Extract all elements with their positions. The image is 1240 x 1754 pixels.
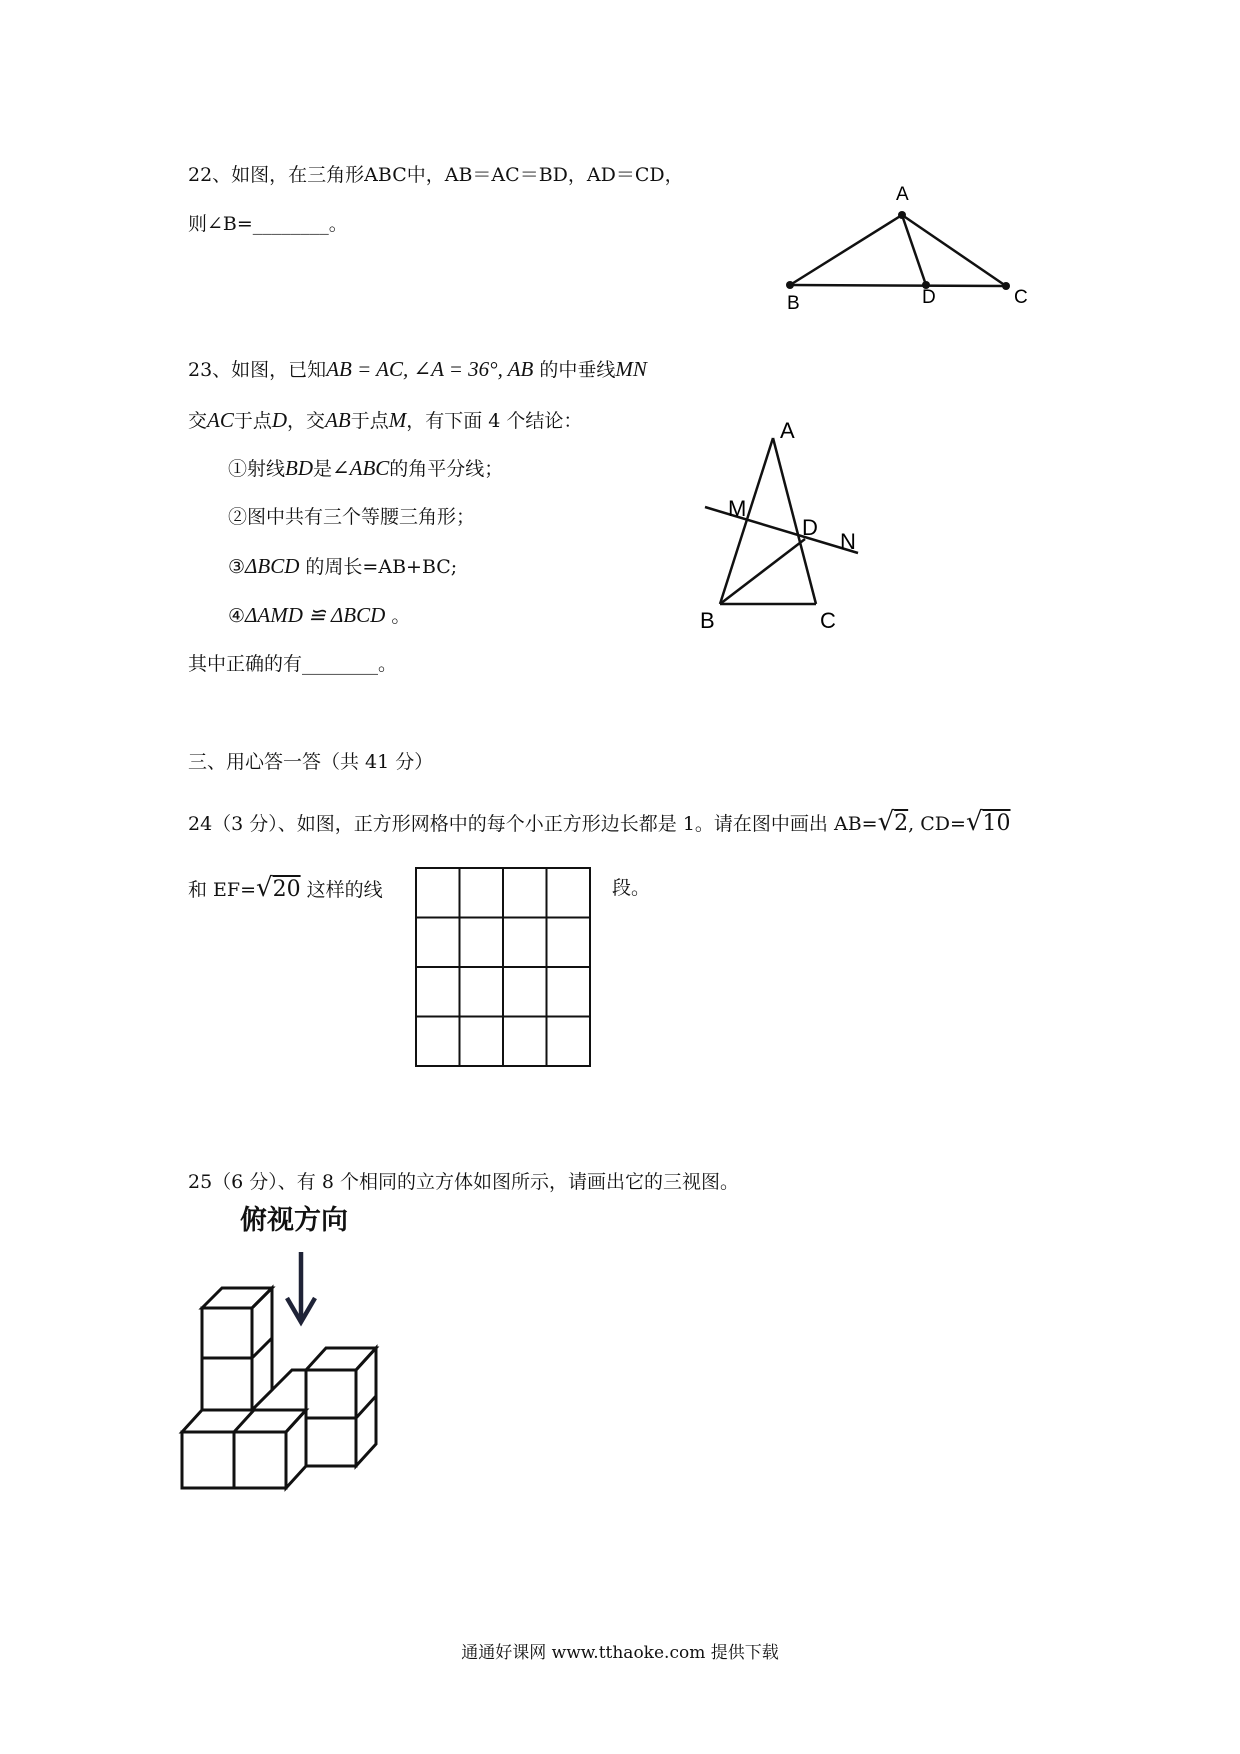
q23-conclusion-1: ①射线BD是∠ABC的角平分线； <box>228 456 504 480</box>
q22-text-line2: 则∠B=________。 <box>188 213 348 235</box>
q23-condition: AB = AC, ∠A = 36°, AB <box>326 357 534 381</box>
q25-view-direction-label: 俯视方向 <box>240 1205 348 1236</box>
q23-conclusion-2: ②图中共有三个等腰三角形； <box>228 506 476 528</box>
q23-answer-line: 其中正确的有________。 <box>188 653 398 675</box>
q23-edge-bd <box>720 539 805 604</box>
q22-point-c <box>1002 282 1010 290</box>
q22-point-a <box>898 211 906 219</box>
cube-face <box>182 1432 234 1488</box>
q25-cubes-figure <box>170 1248 410 1518</box>
q22-triangle-figure <box>770 175 1040 315</box>
q23-label-c: C <box>820 608 836 633</box>
q23-label-b: B <box>700 608 715 633</box>
section-3-heading: 三、用心答一答（共 41 分） <box>188 751 434 773</box>
cube-face <box>234 1432 286 1488</box>
q23-label-d: D <box>802 515 818 540</box>
cube-face <box>306 1370 356 1418</box>
sqrt-icon: √ <box>965 807 983 837</box>
cube-face <box>202 1358 252 1410</box>
q24-text-line2-right: 段。 <box>612 877 651 899</box>
q22-label-d: D <box>922 287 936 308</box>
q22-label-c: C <box>1014 287 1028 308</box>
q22-text-line1: 22、如图，在三角形ABC中，AB＝AC＝BD，AD＝CD， <box>188 164 684 186</box>
q22-point-b <box>786 281 794 289</box>
cube-side <box>286 1410 306 1488</box>
q23-text-line1: 23、如图，已知AB = AC, ∠A = 36°, AB 的中垂线MN <box>188 357 647 381</box>
page-footer: 通通好课网 www.tthaoke.com 提供下载 <box>461 1643 779 1663</box>
q23-label-n: N <box>840 529 856 554</box>
q24-text-line2-left: 和 EF=√20 这样的线 <box>188 873 383 903</box>
q24-text-line1: 24（3 分）、如图，正方形网格中的每个小正方形边长都是 1。请在图中画出 AB=√2, CD=√10 <box>188 807 1011 837</box>
q24-square-grid[interactable] <box>414 866 594 1070</box>
q22-edge-ac <box>902 215 1006 286</box>
cube-face <box>306 1418 356 1466</box>
q25-text-line1: 25（6 分）、有 8 个相同的立方体如图所示，请画出它的三视图。 <box>188 1171 739 1193</box>
q23-text-line2: 交AC于点D，交AB于点M，有下面 4 个结论： <box>188 408 583 432</box>
q22-label-a: A <box>896 184 909 205</box>
q22-edge-bc <box>790 285 1006 286</box>
q23-label-a: A <box>780 418 795 443</box>
q23-conclusion-3: ③ΔBCD 的周长=AB+BC; <box>228 554 458 578</box>
cube-face <box>202 1308 252 1358</box>
q22-edge-ab <box>790 215 902 285</box>
q23-label-m: M <box>728 496 747 521</box>
q23-conclusion-4: ④ΔAMD ≌ ΔBCD 。 <box>228 603 411 627</box>
q23-triangle-figure <box>690 415 890 640</box>
q22-label-b: B <box>787 293 800 314</box>
sqrt-icon: √ <box>877 807 895 837</box>
q23-mn: MN <box>615 357 647 381</box>
sqrt-icon: √ <box>256 873 273 903</box>
q22-edge-ad <box>902 215 926 285</box>
q23-edge-ab <box>720 438 773 604</box>
down-arrow-icon <box>287 1252 315 1322</box>
